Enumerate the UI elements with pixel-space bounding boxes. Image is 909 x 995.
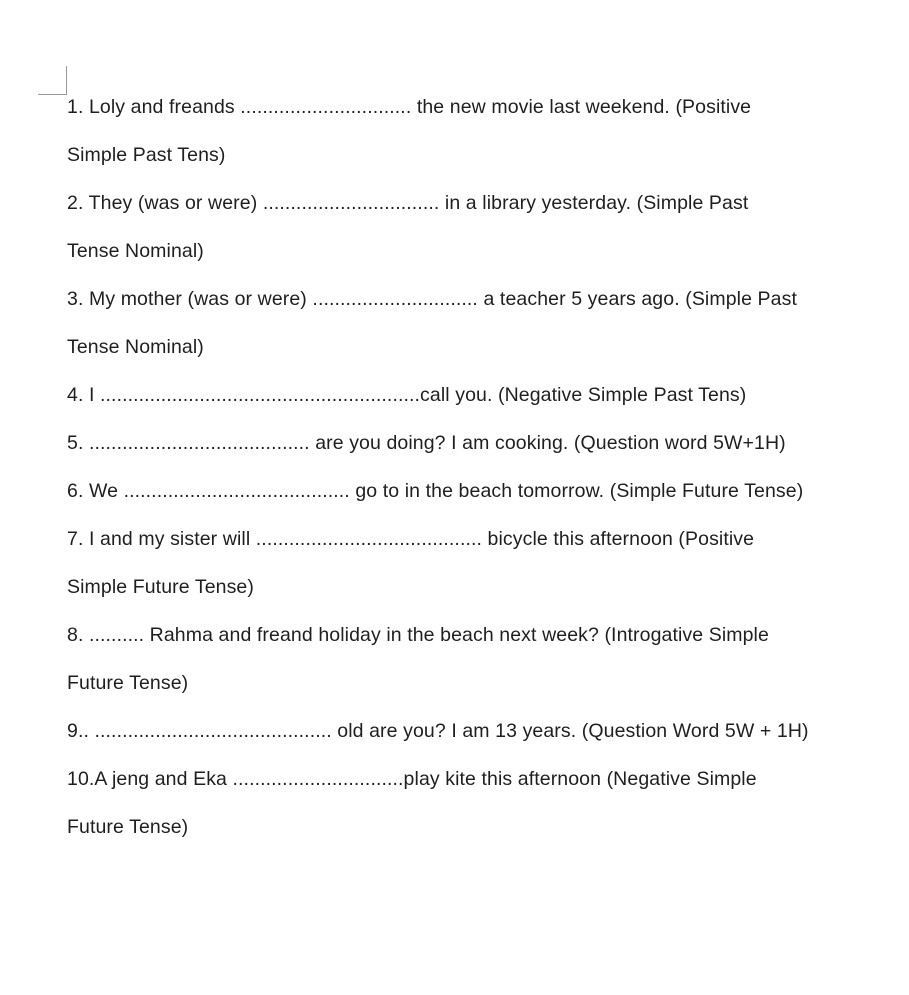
text-line-1: 1. Loly and freands ............................... the new movie last weekend. (Positive <box>67 96 752 118</box>
text-line-11: Simple Future Tense) <box>67 576 254 598</box>
text-line-16: Future Tense) <box>67 816 189 838</box>
text-line-4: Tense Nominal) <box>67 240 204 262</box>
text-line-8: 5. ........................................ are you doing? I am cooking. (Question word 5W+1H) <box>67 432 786 454</box>
text-line-9: 6. We ......................................... go to in the beach tomorrow. (Simple Future Tense) <box>67 480 804 502</box>
text-line-13: Future Tense) <box>67 672 189 694</box>
text-line-3: 2. They (was or were) ................................ in a library yesterday. (Simple Past <box>67 192 749 214</box>
text-line-7: 4. I ..........................................................call you. (Negative Simple Past Tens) <box>67 384 747 406</box>
text-line-5: 3. My mother (was or were) .............................. a teacher 5 years ago. (Simple Past <box>67 288 797 310</box>
page-corner-margin-marker <box>38 66 67 95</box>
text-line-12: 8. .......... Rahma and freand holiday in the beach next week? (Introgative Simple <box>67 624 769 646</box>
text-line-10: 7. I and my sister will ......................................... bicycle this afternoon (Positive <box>67 528 755 550</box>
text-line-6: Tense Nominal) <box>67 336 204 358</box>
text-line-2: Simple Past Tens) <box>67 144 226 166</box>
text-line-15: 10.A jeng and Eka ...............................play kite this afternoon (Negative Simple <box>67 768 757 790</box>
text-line-14: 9.. ........................................... old are you? I am 13 years. (Question Word 5W + 1H) <box>67 720 809 742</box>
